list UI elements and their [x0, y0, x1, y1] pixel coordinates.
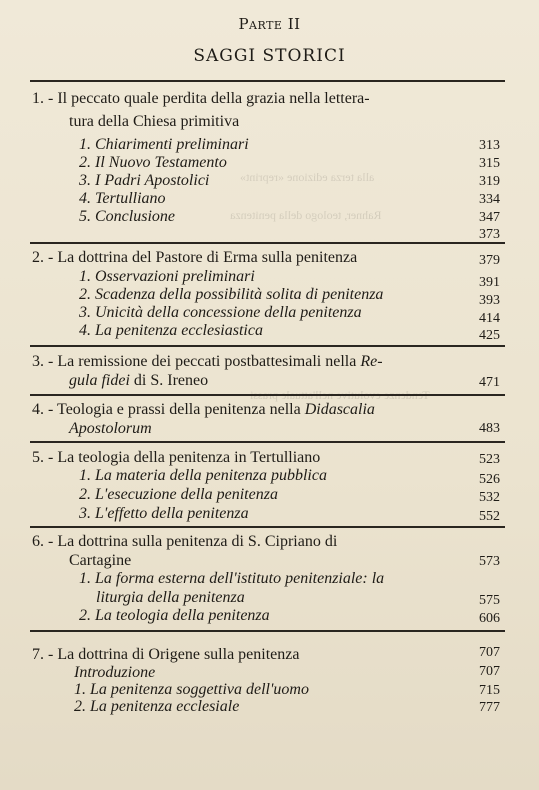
- page-number: 606: [479, 611, 500, 626]
- toc-item: 2. Il Nuovo Testamento: [79, 154, 227, 171]
- toc-item: 1. Chiarimenti preliminari: [79, 136, 249, 153]
- toc-item: 5. Conclusione: [79, 208, 175, 225]
- toc-item: 1. La forma esterna dell'istituto penitenziale: la: [79, 570, 385, 587]
- title-italic: Didascalia: [304, 401, 375, 418]
- divider: [30, 345, 505, 347]
- page-number: 414: [479, 311, 500, 326]
- part-label: Parte II: [238, 15, 301, 33]
- toc-item: 2. La penitenza ecclesiale: [74, 698, 240, 715]
- title-text: di S. Ireneo: [129, 372, 209, 389]
- toc-item: 2. La teologia della penitenza: [79, 607, 270, 624]
- divider: [30, 242, 505, 244]
- divider: [30, 441, 505, 443]
- title-italic: gula fidei: [69, 372, 130, 389]
- toc-item: 4. La penitenza ecclesiastica: [79, 322, 263, 339]
- page-number: 391: [479, 275, 500, 290]
- toc-item: 2. L'esecuzione della penitenza: [79, 486, 278, 503]
- chapter-6-title: 6. - La dottrina sulla penitenza di S. Cipriano di: [32, 533, 338, 550]
- page-number: 573: [479, 554, 500, 569]
- page-number: 425: [479, 328, 500, 343]
- title-italic: Re-: [360, 353, 383, 370]
- page-number: 552: [479, 509, 500, 524]
- page-number: 715: [479, 683, 500, 698]
- divider: [30, 630, 505, 632]
- chapter-2-title: 2. - La dottrina del Pastore di Erma sulla penitenza: [32, 249, 358, 266]
- title-text: 4. - Teologia e prassi della penitenza nella: [32, 401, 305, 418]
- chapter-4-title-cont: Apostolorum: [69, 420, 152, 437]
- toc-item: 3. L'effetto della penitenza: [79, 505, 249, 522]
- page-number: 532: [479, 490, 500, 505]
- page-number: 334: [479, 192, 500, 207]
- toc-item: 1. Osservazioni preliminari: [79, 268, 255, 285]
- toc-item: 1. La materia della penitenza pubblica: [79, 467, 327, 484]
- page-number: 707: [479, 645, 500, 660]
- section-title: SAGGI STORICI: [193, 46, 346, 66]
- chapter-5-title: 5. - La teologia della penitenza in Tertulliano: [32, 449, 321, 466]
- page-number: 315: [479, 156, 500, 171]
- page-number: 379: [479, 253, 500, 268]
- chapter-6-title-cont: Cartagine: [69, 552, 132, 569]
- part-heading: [0, 15, 539, 33]
- bleed-through: alla terza edizione «reprint»: [240, 170, 375, 184]
- chapter-4-title: [32, 401, 375, 419]
- toc-item: 3. I Padri Apostolici: [79, 172, 210, 189]
- toc-item: Introduzione: [74, 664, 156, 681]
- toc-item: 1. La penitenza soggettiva dell'uomo: [74, 681, 309, 698]
- title-text: 3. - La remissione dei peccati postbattesimali nella: [32, 353, 361, 370]
- page-number: 347: [479, 210, 500, 225]
- page-number: 393: [479, 293, 500, 308]
- divider: [30, 394, 505, 396]
- chapter-1-title: 1. - Il peccato quale perdita della grazia nella lettera-: [32, 90, 370, 107]
- toc-item: 4. Tertulliano: [79, 190, 166, 207]
- toc-item: 3. Unicità della concessione della penitenza: [79, 304, 362, 321]
- page-number: 313: [479, 138, 500, 153]
- chapter-1-title-cont: tura della Chiesa primitiva: [69, 113, 240, 130]
- divider: [30, 80, 505, 82]
- bleed-through: Rahner, teologo della penitenza: [230, 208, 382, 222]
- page-number: 483: [479, 421, 500, 436]
- page-number: 471: [479, 375, 500, 390]
- chapter-7-title: 7. - La dottrina di Origene sulla penitenza: [32, 646, 300, 663]
- page-number: 707: [479, 664, 500, 679]
- chapter-3-title: [32, 353, 383, 371]
- page-number: 526: [479, 472, 500, 487]
- divider: [30, 526, 505, 528]
- chapter-3-title-cont: [69, 372, 208, 390]
- page-number: 523: [479, 452, 500, 467]
- page-number: 319: [479, 174, 500, 189]
- page-number: 373: [479, 227, 500, 242]
- page-number: 777: [479, 700, 500, 715]
- page-number: 575: [479, 593, 500, 608]
- toc-item: 2. Scadenza della possibilità solita di penitenza: [79, 286, 384, 303]
- toc-item-cont: liturgia della penitenza: [96, 589, 245, 606]
